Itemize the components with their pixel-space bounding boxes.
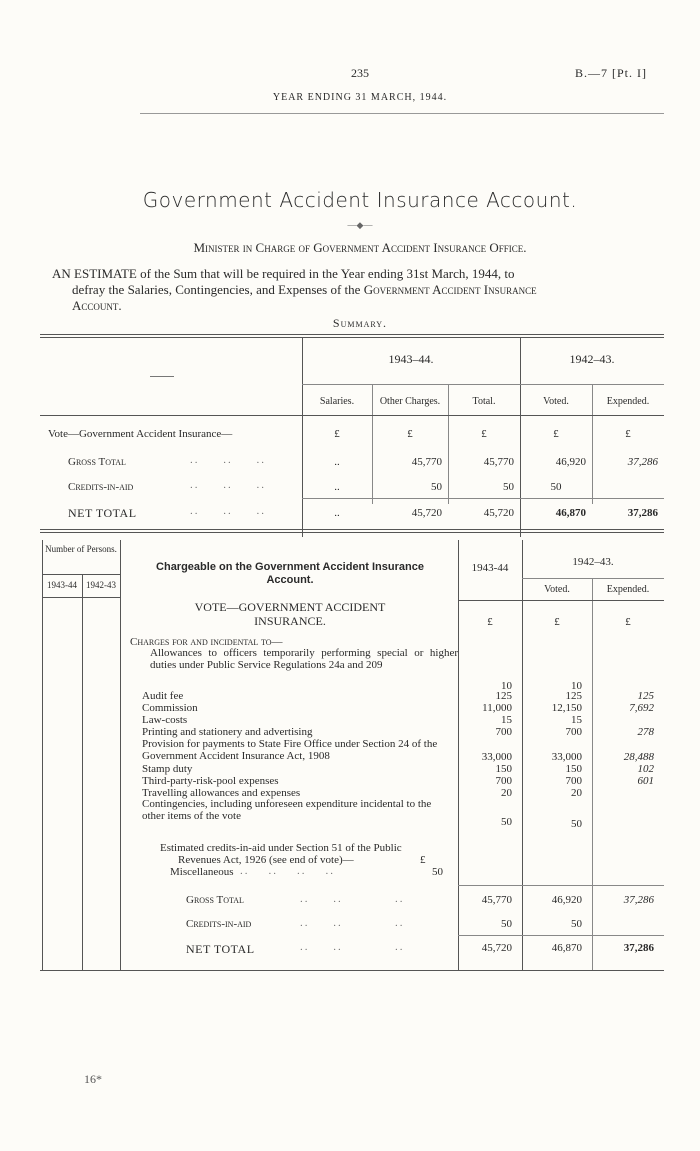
- charge-item-label: Allowances to officers temporarily performing special or higher duties under Public Service Regulations 24a and 209: [150, 647, 458, 671]
- charge-item-voted: 700: [565, 775, 582, 787]
- detail-total-label: Gross Total: [186, 894, 244, 906]
- summary-sub-total: Total.: [472, 396, 496, 407]
- summary-cell: 45,770: [411, 456, 442, 468]
- charge-item-voted: 125: [565, 690, 582, 702]
- summary-row-label: Gross Total: [68, 456, 126, 468]
- summary-col-1942: 1942–43.: [569, 352, 615, 366]
- charges-heading: Charges for and incidental to—: [130, 636, 283, 648]
- charge-item-voted: 15: [571, 714, 582, 726]
- summary-cell: £: [553, 428, 559, 440]
- charge-item-amount: 20: [501, 787, 512, 799]
- charge-item-label: Travelling allowances and expenses: [142, 787, 301, 799]
- charge-item-voted: 33,000: [551, 751, 582, 763]
- leader-dots: .. .. ..: [190, 505, 266, 517]
- charge-item-label: Commission: [142, 702, 198, 714]
- summary-cell: 37,286: [627, 507, 658, 519]
- charge-item-expended: 601: [637, 775, 654, 787]
- summary-cell: 37,286: [627, 456, 658, 468]
- charge-item-voted: 10: [571, 680, 582, 692]
- charge-item-expended: 28,488: [623, 751, 654, 763]
- pound-sign: £: [487, 616, 493, 628]
- minister-line: Minister in Charge of Government Accident Insurance Office.: [193, 240, 527, 255]
- summary-cell: 46,870: [555, 507, 586, 519]
- summary-cell: £: [334, 428, 340, 440]
- detail-sub-expended: Expended.: [606, 584, 650, 595]
- summary-sub-voted: Voted.: [543, 396, 569, 407]
- title-ornament: —◆—: [347, 220, 373, 230]
- credits-note-misc: Miscellaneous: [170, 866, 234, 878]
- detail-total-voted: 50: [571, 918, 582, 930]
- charge-item-amount: 33,000: [481, 751, 512, 763]
- persons-col-1942: 1942-43: [86, 580, 116, 590]
- leader-dots: .. .. ..: [190, 454, 266, 466]
- charge-item-label: Stamp duty: [142, 763, 193, 775]
- charge-item-label: Contingencies, including unforeseen expenditure incidental to the other items of the vote: [142, 798, 432, 822]
- charge-item-amount: 150: [495, 763, 512, 775]
- charge-item-label: Law-costs: [142, 714, 188, 726]
- charge-item-voted: 150: [565, 763, 582, 775]
- summary-cell: ..: [334, 507, 340, 519]
- year-line: YEAR ENDING 31 MARCH, 1944.: [272, 92, 448, 103]
- detail-total-expended: 37,286: [623, 942, 654, 954]
- charge-item-amount: 11,000: [482, 702, 512, 714]
- detail-total-voted: 46,920: [551, 894, 582, 906]
- estimate-line-1: AN ESTIMATE of the Sum that will be required in the Year ending 31st March, 1944, to: [52, 266, 515, 281]
- document-code: B.—7 [Pt. I]: [575, 66, 647, 80]
- summary-cell: 45,720: [483, 507, 514, 519]
- summary-cell: 50: [431, 481, 442, 493]
- summary-cell: £: [407, 428, 413, 440]
- leader-dots: .. .. ..: [300, 917, 405, 929]
- estimate-line-2: defray the Salaries, Contingencies, and Expenses of the Government Accident Insurance: [72, 282, 537, 297]
- charge-item-amount: 10: [501, 680, 512, 692]
- charge-item-voted: 700: [565, 726, 582, 738]
- summary-cell: 45,770: [483, 456, 514, 468]
- summary-sub-other: Other Charges.: [379, 396, 441, 407]
- charge-item-voted: 12,150: [551, 702, 582, 714]
- pound-sign: £: [554, 616, 560, 628]
- summary-cell: ..: [334, 456, 340, 468]
- charge-item-amount: 125: [495, 690, 512, 702]
- detail-sub-voted: Voted.: [544, 584, 570, 595]
- detail-col-1942: 1942–43.: [572, 556, 614, 568]
- charge-item-amount: 15: [501, 714, 512, 726]
- persons-col-1943: 1943-44: [47, 580, 77, 590]
- signature-mark: 16*: [84, 1072, 102, 1086]
- header-rule: [140, 113, 664, 114]
- charge-item-expended: 7,692: [629, 702, 654, 714]
- summary-cell: £: [481, 428, 487, 440]
- leader-dots: .. .. .. ..: [240, 865, 335, 877]
- summary-cell: ..: [334, 481, 340, 493]
- estimate-paragraph: [52, 266, 672, 314]
- detail-total-voted: 46,870: [551, 942, 582, 954]
- summary-cell: 50: [550, 481, 562, 493]
- charge-item-amount: 700: [495, 775, 512, 787]
- summary-row-label: NET TOTAL: [68, 506, 137, 520]
- summary-sub-expended: Expended.: [606, 396, 650, 407]
- leader-dots: .. .. ..: [300, 893, 405, 905]
- persons-header: Number of Persons.: [45, 544, 117, 554]
- summary-row-label: Vote—Government Accident Insurance—: [48, 428, 233, 440]
- charge-item-label: Third-party-risk-pool expenses: [142, 775, 279, 787]
- charge-item-amount: 700: [495, 726, 512, 738]
- summary-sub-salaries: Salaries.: [319, 396, 355, 407]
- charge-item-label: Printing and stationery and advertising: [142, 726, 313, 738]
- charge-item-label: Provision for payments to State Fire Office under Section 24 of the Government Accident Insurance Act, 1908: [142, 738, 438, 762]
- detail-total-amount: 45,770: [481, 894, 512, 906]
- detail-total-label: Credits-in-aid: [186, 918, 252, 930]
- estimate-line-3: Account.: [72, 298, 122, 313]
- pound-sign: £: [420, 854, 426, 866]
- credits-note-amount: 50: [432, 866, 443, 878]
- charge-item-expended: 102: [637, 763, 654, 775]
- charge-item-label: Audit fee: [142, 690, 184, 702]
- estimate-lead: AN ESTIMATE: [52, 266, 137, 281]
- charge-item-voted: 20: [571, 787, 582, 799]
- page-title: Government Accident Insurance Account.: [142, 188, 578, 212]
- pound-sign: £: [625, 616, 631, 628]
- summary-title: Summary.: [332, 316, 388, 330]
- credits-note-line-2: Revenues Act, 1926 (see end of vote)—: [178, 854, 354, 866]
- chargeable-title: Chargeable on the Government Accident Insurance Account.: [156, 561, 424, 586]
- detail-total-expended: 37,286: [623, 894, 654, 906]
- vote-title: VOTE—GOVERNMENT ACCIDENT INSURANCE.: [194, 600, 386, 628]
- summary-cell: £: [625, 428, 631, 440]
- summary-cell: 46,920: [555, 456, 586, 468]
- leader-dots: .. .. ..: [190, 479, 266, 491]
- detail-col-1943: 1943-44: [471, 562, 509, 574]
- summary-cell: 50: [503, 481, 514, 493]
- summary-row-label: Credits-in-aid: [68, 481, 134, 493]
- summary-cell: 45,720: [411, 507, 442, 519]
- summary-col-1943: 1943–44.: [388, 352, 434, 366]
- detail-total-amount: 50: [501, 918, 512, 930]
- charge-item-expended: 125: [637, 690, 654, 702]
- leader-dots: .. .. ..: [300, 941, 405, 953]
- charge-item-voted: 50: [571, 818, 582, 830]
- detail-total-amount: 45,720: [481, 942, 512, 954]
- page-number: 235: [351, 66, 369, 80]
- credits-note-line-1: Estimated credits-in-aid under Section 51 of the Public: [160, 842, 402, 854]
- charge-item-expended: 278: [637, 726, 654, 738]
- detail-total-label: NET TOTAL: [186, 942, 255, 956]
- charge-item-amount: 50: [501, 816, 512, 828]
